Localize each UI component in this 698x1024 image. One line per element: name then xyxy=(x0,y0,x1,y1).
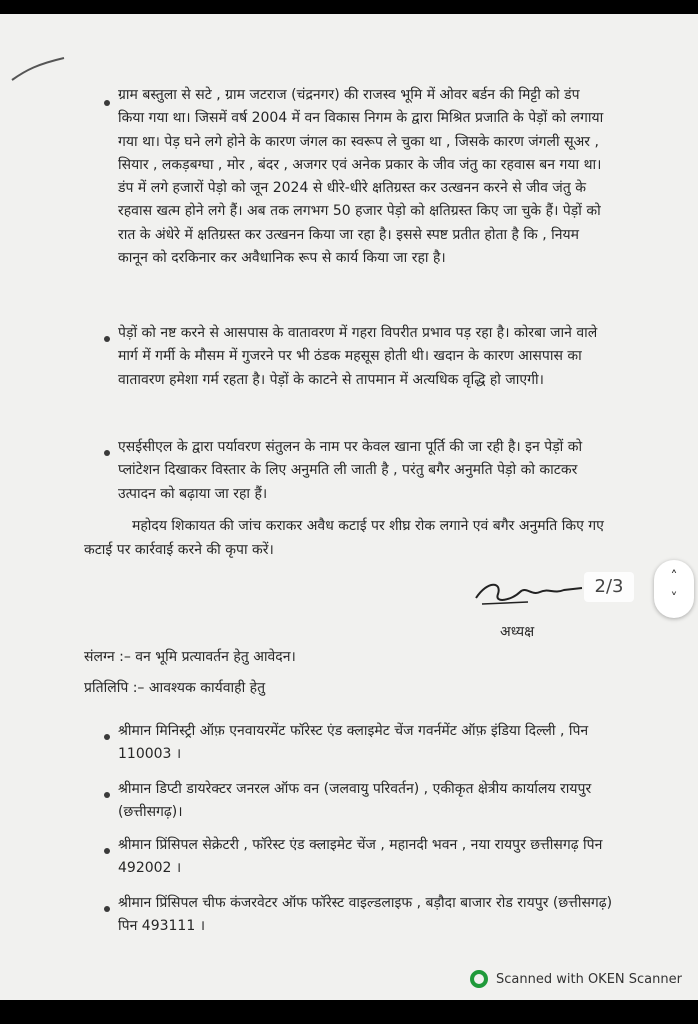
complaint-paragraph-3: एसईसीएल के द्वारा पर्यावरण संतुलन के नाम पर केवल खाना पूर्ति की जा रही है। इन पेड़ों को प्लांटेशन दिखाकर विस्तार के लिए अनुमति ली जाती है , परंतु बगैर अनुमति पेड़ो को काटकर उत्पादन को बढ़ाया जा रहा हैं। xyxy=(118,439,583,502)
recipient-item: श्रीमान प्रिंसिपल चीफ कंजरवेटर ऑफ फॉरेस्ट वाइल्डलाइफ , बड़ौदा बाजार रोड रायपुर (छत्तीसगढ़) पिन 493111 । xyxy=(118,895,613,934)
recipient-item: श्रीमान डिप्टी डायरेक्टर जनरल ऑफ वन (जलवायु परिवर्तन) , एकीकृत क्षेत्रीय कार्यालय रायपुर (छत्तीसगढ़)। xyxy=(118,781,592,820)
bullet-point xyxy=(104,848,110,854)
bullet-point xyxy=(104,792,110,798)
copy-to-line: प्रतिलिपि :– आवश्यक कार्यवाही हेतु xyxy=(84,680,266,696)
request-paragraph: महोदय शिकायत की जांच कराकर अवैध कटाई पर शीघ्र रोक लगाने एवं बगैर अनुमति किए गए कटाई पर कार्रवाई करने की कृपा करें। xyxy=(84,518,604,558)
page-navigation-control[interactable] xyxy=(654,560,694,618)
bullet-point xyxy=(104,450,110,456)
complaint-paragraph-2: पेड़ों को नष्ट करने से आसपास के वातावरण में गहरा विपरीत प्रभाव पड़ रहा है। कोरबा जाने वाले मार्ग में गर्मी के मौसम में गुजरने पर भी ठंडक महसूस होती थी। खदान के कारण आसपास का वातावरण हमेशा गर्म रहता है। पेड़ों के काटने से तापमान में अत्यधिक वृद्धि हो जाएगी। xyxy=(118,325,598,388)
oken-scanner-logo-icon xyxy=(470,970,488,988)
scanner-watermark xyxy=(470,968,682,992)
bullet-point xyxy=(104,100,110,106)
pen-stroke-mark xyxy=(8,54,68,84)
bullet-point xyxy=(104,336,110,342)
scanner-label: Scanned with OKEN Scanner xyxy=(496,972,682,987)
page-indicator: 2/3 xyxy=(584,572,634,602)
recipient-item: श्रीमान मिनिस्ट्री ऑफ़ एनवायरमेंट फॉरेस्ट एंड क्लाइमेट चेंज गवर्नमेंट ऑफ़ इंडिया दिल्ली , पिन 110003 । xyxy=(118,723,589,762)
signatory-designation: अध्यक्ष xyxy=(500,624,535,640)
chevron-down-icon[interactable]: ˅ xyxy=(670,591,678,607)
enclosure-line: संलग्न :– वन भूमि प्रत्यावर्तन हेतु आवेदन। xyxy=(84,649,296,665)
bullet-point xyxy=(104,734,110,740)
signature xyxy=(468,570,588,614)
scanned-page xyxy=(0,14,698,1000)
complaint-paragraph-1: ग्राम बस्तुला से सटे , ग्राम जटराज (चंद्रनगर) की राजस्व भूमि में ओवर बर्डन की मिट्टी को डंप किया गया था। जिसमें वर्ष 2004 में वन विकास निगम के द्वारा मिश्रित प्रजाति के पेड़ों को लगाया गया था। पेड़ घने लगे होने के कारण जंगल का स्वरूप ले चुका था , जिसके कारण जंगली सूअर , सियार , लकड़बग्घा , मोर , बंदर , अजगर एवं अनेक प्रकार के जीव जंतु का रहवास बन गया था। डंप में लगे हजारों पेड़ो को जून 2024 से धीरे-धीरे क्षतिग्रस्त कर उत्खनन करने से जीव जंतु के रहवास खत्म होने लगे हैं। अब तक लगभग 50 हजार पेड़ो को क्षतिग्रस्त किए जा चुके हैं। पेड़ों को रात के अंधेरे में क्षतिग्रस्त कर उत्खनन किया जा रहा है। इससे स्पष्ट प्रतीत होता है कि , नियम कानून को दरकिनार कर अवैधानिक रूप से कार्य किया जा रहा है। xyxy=(118,87,604,267)
chevron-up-icon[interactable]: ˄ xyxy=(670,569,678,585)
recipient-item: श्रीमान प्रिंसिपल सेक्रेटरी , फॉरेस्ट एंड क्लाइमेट चेंज , महानदी भवन , नया रायपुर छत्तीसगढ़ पिन 492002 । xyxy=(118,837,603,876)
bullet-point xyxy=(104,906,110,912)
